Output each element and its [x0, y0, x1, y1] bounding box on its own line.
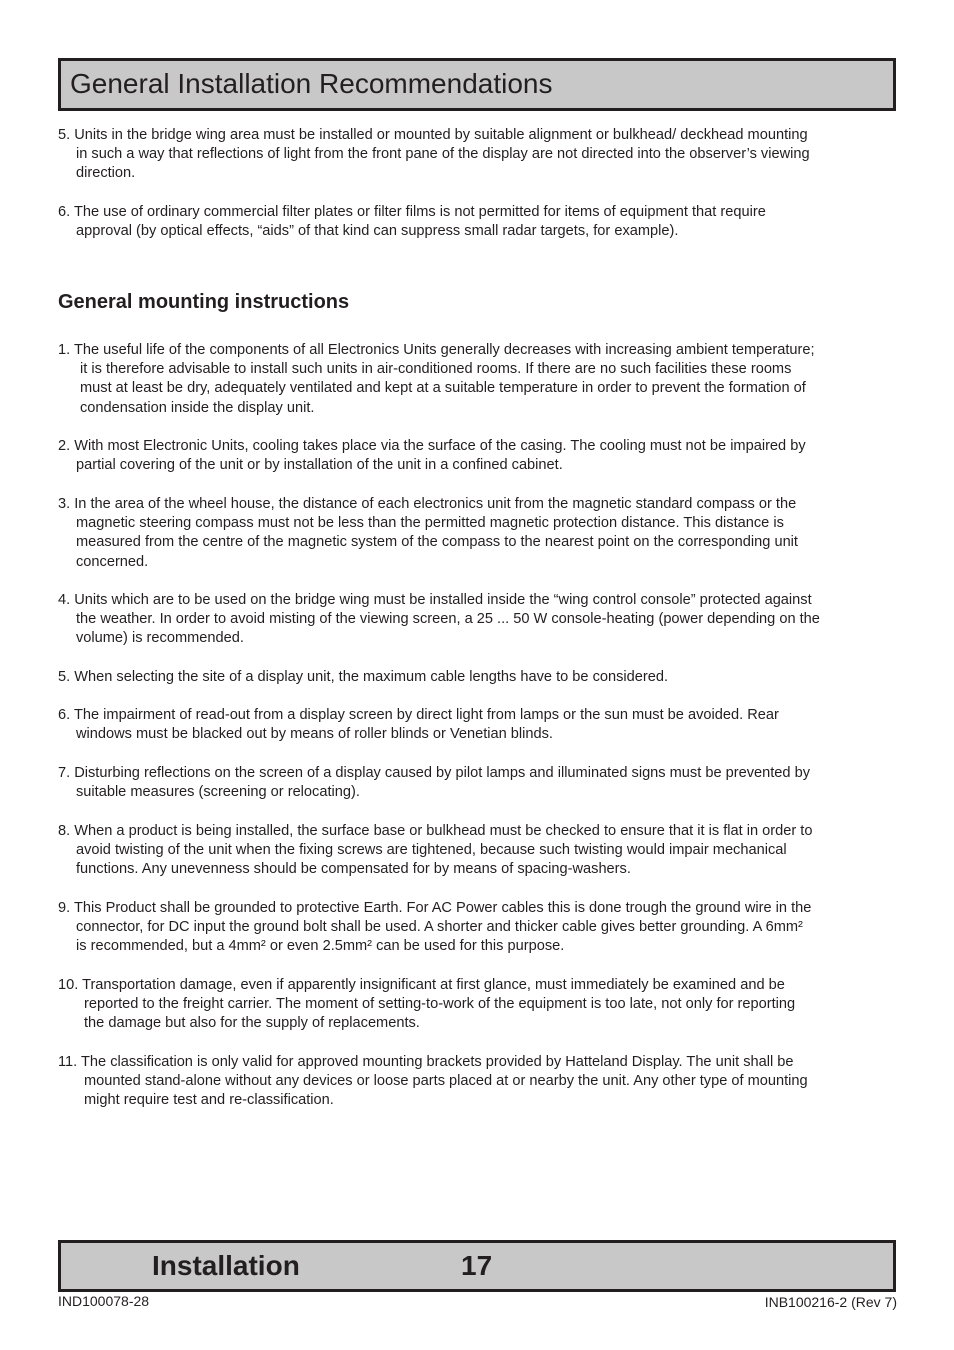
instruction-line: volume) is recommended. [76, 630, 244, 647]
instruction-item [58, 437, 898, 475]
recommendation-line: direction. [76, 165, 136, 182]
instruction-item [58, 899, 898, 957]
instruction-line: the damage but also for the supply of replacements. [84, 1015, 420, 1032]
instruction-line: suitable measures (screening or relocating). [76, 784, 360, 801]
page-number: 17 [461, 1250, 493, 1281]
recommendation-item [58, 126, 898, 184]
instruction-line: concerned. [76, 553, 149, 570]
footer-bar [58, 1240, 896, 1292]
recommendation-line: approval (by optical effects, “aids” of that kind can suppress small radar targets, for example). [76, 223, 679, 240]
recommendation-line: 5. Units in the bridge wing area must be installed or mounted by suitable alignment or bulkhead/ deckhead mounting [58, 127, 808, 143]
instruction-line: the weather. In order to avoid misting of the viewing screen, a 25 ... 50 W console-heating (power depending on the [76, 611, 820, 628]
instruction-item [58, 495, 898, 572]
instruction-item [58, 591, 898, 649]
instruction-line: 8. When a product is being installed, the surface base or bulkhead must be checked to ensure that it is flat in order to [58, 823, 813, 839]
instruction-line: magnetic steering compass must not be less than the permitted magnetic protection distance. This distance is [76, 515, 784, 532]
instruction-line: it is therefore advisable to install such units in air-conditioned rooms. If there are no such facilities these rooms [80, 361, 792, 378]
instruction-item [58, 668, 898, 687]
recommendation-line: in such a way that reflections of light from the front pane of the display are not directed into the observer’s viewing [76, 146, 810, 163]
instruction-line: 4. Units which are to be used on the bridge wing must be installed inside the “wing control console” protected against [58, 592, 812, 608]
instruction-line: windows must be blacked out by means of roller blinds or Venetian blinds. [76, 726, 553, 743]
instruction-line: 5. When selecting the site of a display unit, the maximum cable lengths have to be considered. [58, 669, 669, 685]
footer-section-title: Installation [152, 1250, 300, 1281]
instruction-line: might require test and re-classification. [84, 1092, 334, 1109]
recommendation-line: 6. The use of ordinary commercial filter plates or filter films is not permitted for items of equipment that require [58, 204, 766, 220]
instruction-line: 3. In the area of the wheel house, the distance of each electronics unit from the magnetic standard compass or the [58, 496, 797, 512]
instruction-line: condensation inside the display unit. [80, 399, 315, 416]
instruction-item [58, 822, 898, 880]
instruction-line: avoid twisting of the unit when the fixing screws are tightened, because such twisting would impair mechanical [76, 842, 787, 859]
instruction-line: partial covering of the unit or by installation of the unit in a confined cabinet. [76, 457, 563, 474]
instruction-item [58, 341, 898, 418]
instruction-line: measured from the centre of the magnetic system of the compass to the nearest point on the corresponding unit [76, 534, 798, 551]
instruction-line: mounted stand-alone without any devices or loose parts placed at or nearby the unit. Any other type of mounting [84, 1073, 808, 1090]
instruction-item [58, 1053, 898, 1111]
instruction-line: connector, for DC input the ground bolt shall be used. A shorter and thicker cable gives better grounding. A 6mm² [76, 919, 803, 936]
instruction-item [58, 976, 898, 1034]
recommendation-item [58, 203, 898, 241]
instruction-line: 11. The classification is only valid for approved mounting brackets provided by Hatteland Display. The unit shall be [58, 1054, 794, 1070]
document-id-right: INB100216-2 (Rev 7) [764, 1294, 897, 1310]
instruction-line: is recommended, but a 4mm² or even 2.5mm² can be used for this purpose. [76, 938, 565, 955]
document-id-left: IND100078-28 [58, 1293, 150, 1309]
header-bar [58, 58, 896, 111]
instruction-line: functions. Any unevenness should be compensated for by means of spacing-washers. [76, 861, 631, 878]
instruction-line: 9. This Product shall be grounded to protective Earth. For AC Power cables this is done trough the ground wire in the [58, 900, 812, 916]
section-heading: General mounting instructions [58, 291, 350, 313]
instruction-line: 1. The useful life of the components of all Electronics Units generally decreases with increasing ambient temperature; [58, 342, 815, 358]
instruction-line: 2. With most Electronic Units, cooling takes place via the surface of the casing. The cooling must not be impaired by [58, 438, 806, 454]
instruction-line: 10. Transportation damage, even if apparently insignificant at first glance, must immediately be examined and be [58, 977, 785, 993]
instruction-item [58, 706, 898, 744]
instruction-item [58, 764, 898, 802]
instruction-line: reported to the freight carrier. The moment of setting-to-work of the equipment is too late, not only for reporting [84, 996, 796, 1013]
instruction-line: 7. Disturbing reflections on the screen of a display caused by pilot lamps and illuminated signs must be prevented by [58, 765, 810, 781]
instruction-line: 6. The impairment of read-out from a display screen by direct light from lamps or the sun must be avoided. Rear [58, 707, 779, 723]
page-title: General Installation Recommendations [70, 68, 553, 99]
instruction-line: must at least be dry, adequately ventilated and kept at a suitable temperature in order to prevent the formation of [80, 380, 806, 397]
